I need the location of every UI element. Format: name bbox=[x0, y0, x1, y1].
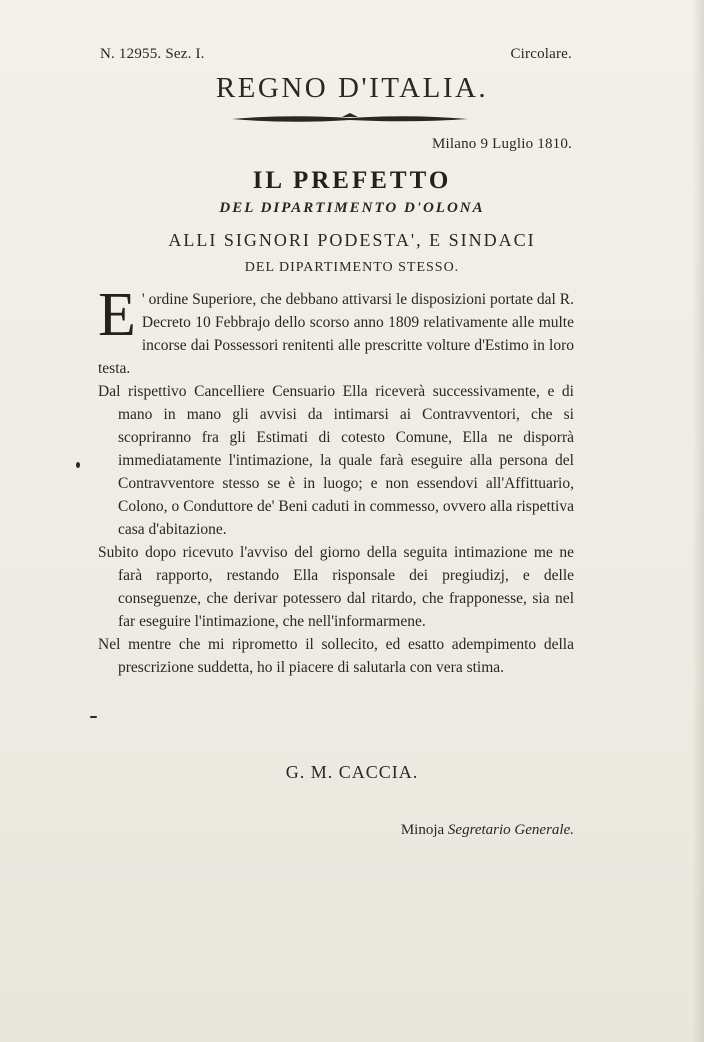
paragraph-1-text: ' ordine Superiore, che debbano attivarsi le disposizioni portate dal R. Decreto 10 Febbrajo dello scorso anno 1809 relativamente alle multe incorse dai Possessori renitenti alle prescritte volture d'Estimo in loro testa. bbox=[98, 291, 574, 377]
paragraph-4: Nel mentre che mi riprometto il sollecito, ed esatto adempimento della prescrizione suddetta, ho il piacere di salutarla con vera stima. bbox=[98, 636, 574, 676]
ornament-rule-icon bbox=[230, 113, 470, 125]
secretary-title: Segretario Generale. bbox=[447, 822, 574, 838]
kingdom-title: REGNO D'ITALIA. bbox=[215, 72, 489, 104]
secretary-name: Minoja bbox=[400, 822, 445, 838]
signature: G. M. CACCIA. bbox=[285, 762, 419, 782]
addressee-subheading: DEL DIPARTIMENTO STESSO. bbox=[244, 260, 460, 275]
paragraph-3: Subito dopo ricevuto l'avviso del giorno della seguita intimazione me ne farà rapporto, restando Ella risponsale dei pregiudizj, e delle conseguenze, che derivar potessero dal ritardo, che frapponesse, sia nel far eseguire l'intimazione, che nell'informarmene. bbox=[98, 544, 574, 630]
prefect-heading: IL PREFETTO bbox=[252, 167, 452, 194]
ink-mark-icon bbox=[90, 716, 97, 718]
drop-cap: E bbox=[98, 281, 136, 349]
document-type: Circolare. bbox=[510, 46, 572, 62]
secretary-line bbox=[401, 822, 574, 839]
department-heading: DEL DIPARTIMENTO D'OLONA bbox=[219, 200, 485, 216]
dateline: Milano 9 Luglio 1810. bbox=[431, 136, 572, 152]
protocol-number: N. 12955. Sez. I. bbox=[100, 46, 205, 62]
circular-body bbox=[98, 281, 574, 679]
ink-speck-icon bbox=[76, 462, 80, 468]
paragraph-2: Dal rispettivo Cancelliere Censuario Ella riceverà successivamente, e di mano in mano gli avvisi da intimarsi ai Contravventori, che si scopriranno fra gli Estimati di cotesto Comune, Ella ne disporrà immediatamente l'intimazione, la quale farà eseguire alla persona del Contravventore stesso se è in luogo; e non essendovi all'Affittuario, Colono, o Conduttore de' Beni caduti in commesso, ovvero alla rispettiva casa d'abitazione. bbox=[98, 383, 574, 538]
addressee-heading: ALLI SIGNORI PODESTA', E SINDACI bbox=[168, 230, 536, 250]
paragraph-1 bbox=[98, 281, 574, 380]
header-row bbox=[100, 46, 572, 63]
